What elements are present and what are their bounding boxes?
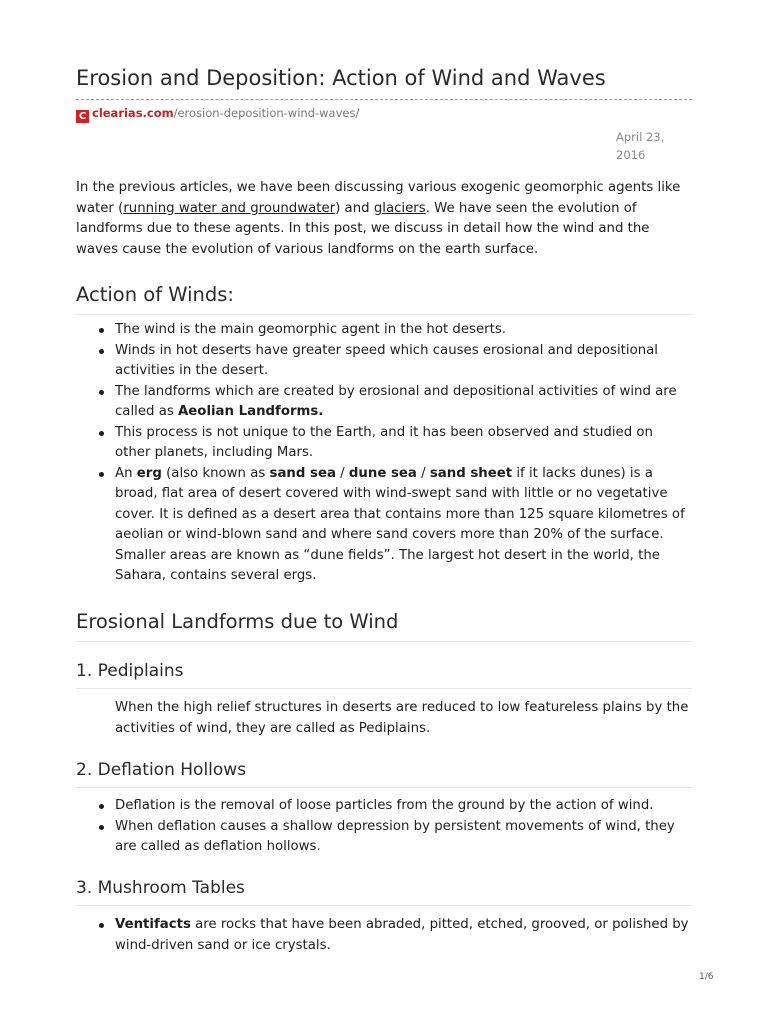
heading-mushroom-tables: 3. Mushroom Tables [76,878,692,906]
article-date: April 23, 2016 [616,130,665,162]
pediplains-text: When the high relief structures in deserts are reduced to low featureless plains by the activities of wind, they are called as Pediplains. [115,700,689,736]
list-item: When deflation causes a shallow depression by persistent movements of wind, they are called as deflation hollows. [76,817,692,858]
deflation-bullet-list [76,796,692,858]
link-glaciers[interactable]: glaciers [373,200,426,216]
heading-erosional-landforms: Erosional Landforms due to Wind [76,610,692,642]
mushroom-bullet-list [76,915,692,956]
list-item: The wind is the main geomorphic agent in the hot deserts. [76,320,692,341]
winds-bullet-list [76,320,692,587]
list-item: Winds in hot deserts have greater speed which causes erosional and depositional activities in the desert. [76,341,692,382]
title-divider [76,99,692,100]
source-path: /erosion-deposition-wind-waves/ [173,106,360,120]
intro-paragraph: In the previous articles, we have been discussing various exogenic geomorphic agents like water (running water and groundwater) and glaciers. We have seen the evolution of landforms due to these agents. In this post, we discuss in detail how the wind and the waves cause the evolution of various landforms on the earth surface. [76,180,681,257]
heading-deflation-hollows: 2. Deflation Hollows [76,760,692,788]
list-item: Ventifacts are rocks that have been abraded, pitted, etched, grooved, or polished by wind-driven sand or ice crystals. [76,915,692,956]
source-link[interactable] [76,106,359,123]
list-item: This process is not unique to the Earth, and it has been observed and studied on other planets, including Mars. [76,423,692,464]
list-item: An erg (also known as sand sea / dune sea / sand sheet if it lacks dunes) is a broad, flat area of desert covered with wind-swept sand with little or no vegetative cover. It is defined as a desert area that contains more than 125 square kilometres of aeolian or wind-blown sand and where sand covers more than 20% of the surface. Smaller areas are known as “dune fields”. The largest hot desert in the world, the Sahara, contains several ergs. [76,464,692,587]
heading-pediplains: 1. Pediplains [76,661,692,689]
source-domain: clearias.com [92,106,174,120]
link-running-water[interactable]: running water and groundwater [123,200,336,216]
clearias-logo-icon: C [76,110,89,123]
page-number: 1/6 [699,972,714,982]
article-title: Erosion and Deposition: Action of Wind and Waves [76,66,606,90]
list-item: Deflation is the removal of loose particles from the ground by the action of wind. [76,796,692,817]
heading-action-of-winds: Action of Winds: [76,283,692,315]
list-item: The landforms which are created by erosional and depositional activities of wind are called as Aeolian Landforms. [76,382,692,423]
